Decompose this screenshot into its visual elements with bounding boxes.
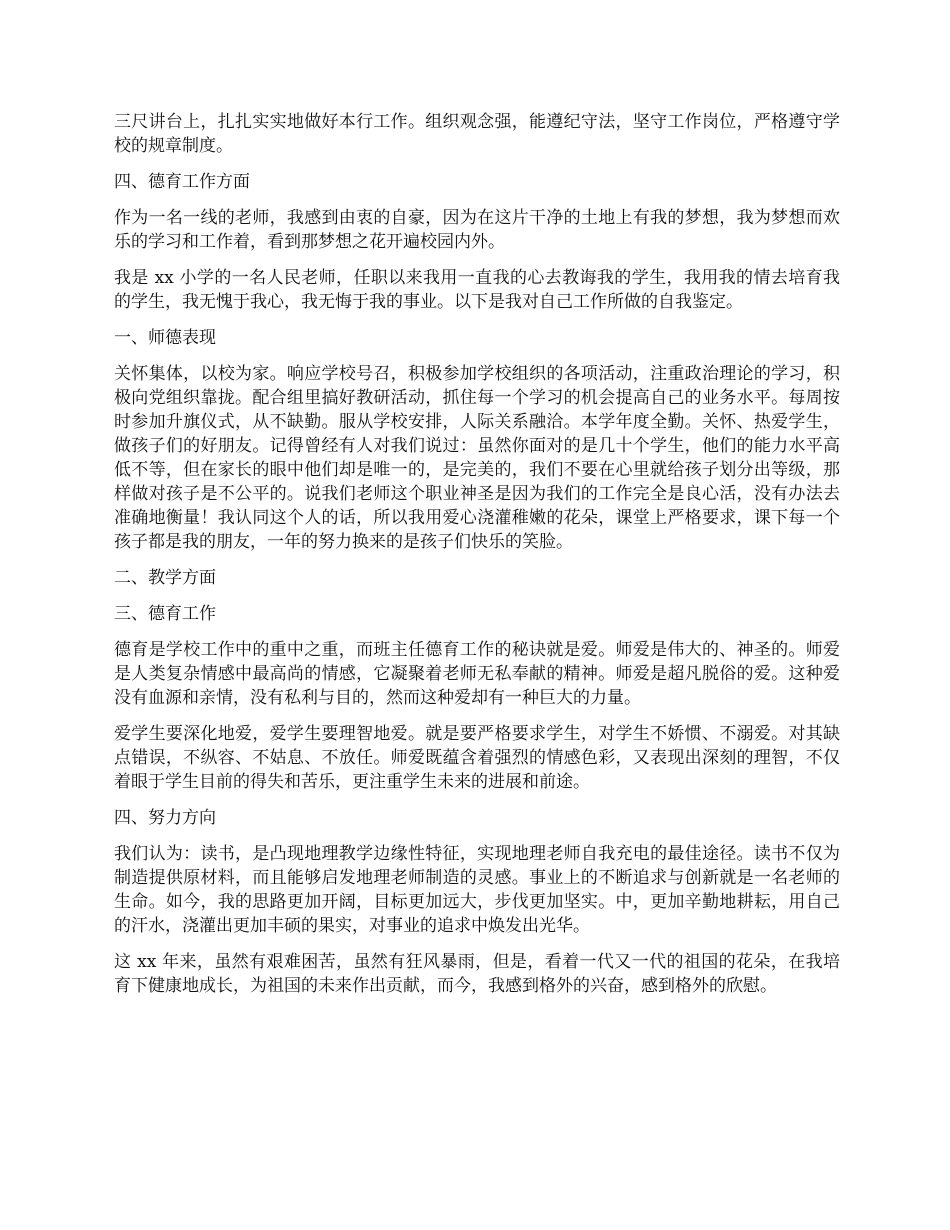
paragraph: 三尺讲台上，扎扎实实地做好本行工作。组织观念强，能遵纪守法，坚守工作岗位，严格遵守学校的规章制度。 — [114, 112, 840, 156]
section-heading-effort-direction: 四、努力方向 — [114, 808, 216, 828]
document-body — [114, 110, 840, 1010]
paragraph: 德育是学校工作中的重中之重，而班主任德育工作的秘诀就是爱。师爱是伟大的、神圣的。师爱是人类复杂情感中最高尚的情感，它凝聚着老师无私奉献的精神。师爱是超凡脱俗的爱。这种爱没有血源和亲情，没有私利与目的，然而这种爱却有一种巨大的力量。 — [114, 640, 840, 708]
paragraph: 作为一名一线的老师，我感到由衷的自豪，因为在这片干净的土地上有我的梦想，我为梦想而欢乐的学习和工作着，看到那梦想之花开遍校园内外。 — [114, 208, 840, 252]
section-heading-teacher-ethics: 一、师德表现 — [114, 328, 216, 348]
paragraph: 关怀集体，以校为家。响应学校号召，积极参加学校组织的各项活动，注重政治理论的学习，积极向党组织靠拢。配合组里搞好教研活动，抓住每一个学习的机会提高自己的业务水平。每周按时参加升旗仪式，从不缺勤。服从学校安排，人际关系融洽。本学年度全勤。关怀、热爱学生，做孩子们的好朋友。记得曾经有人对我们说过：虽然你面对的是几十个学生，他们的能力水平高低不等，但在家长的眼中他们却是唯一的，是完美的，我们不要在心里就给孩子划分出等级，那样做对孩子是不公平的。说我们老师这个职业神圣是因为我们的工作完全是良心活，没有办法去准确地衡量！我认同这个人的话，所以我用爱心浇灌稚嫩的花朵，课堂上严格要求，课下每一个孩子都是我的朋友，一年的努力换来的是孩子们快乐的笑脸。 — [114, 364, 840, 552]
paragraph: 我们认为：读书，是凸现地理教学边缘性特征，实现地理老师自我充电的最佳途径。读书不仅为制造提供原材料，而且能够启发地理老师制造的灵感。事业上的不断追求与创新就是一名老师的生命。如今，我的思路更加开阔，目标更加远大，步伐更加坚实。中，更加辛勤地耕耘，用自己的汗水，浇灌出更加丰硕的果实，对事业的追求中焕发出光华。 — [114, 844, 840, 936]
paragraph: 这 xx 年来，虽然有艰难困苦，虽然有狂风暴雨，但是，看着一代又一代的祖国的花朵，在我培育下健康地成长，为祖国的未来作出贡献，而今，我感到格外的兴奋，感到格外的欣慰。 — [114, 952, 840, 996]
section-heading-teaching: 二、教学方面 — [114, 568, 216, 588]
section-heading-moral-education-aspect: 四、德育工作方面 — [114, 172, 250, 192]
paragraph: 我是 xx 小学的一名人民老师，任职以来我用一直我的心去教诲我的学生，我用我的情去培育我的学生，我无愧于我心，我无悔于我的事业。以下是我对自己工作所做的自我鉴定。 — [114, 268, 840, 312]
paragraph: 爱学生要深化地爱，爱学生要理智地爱。就是要严格要求学生，对学生不娇惯、不溺爱。对其缺点错误，不纵容、不姑息、不放任。师爱既蕴含着强烈的情感色彩，又表现出深刻的理智，不仅着眼于学生目前的得失和苦乐，更注重学生未来的进展和前途。 — [114, 724, 840, 792]
section-heading-moral-education: 三、德育工作 — [114, 604, 216, 624]
